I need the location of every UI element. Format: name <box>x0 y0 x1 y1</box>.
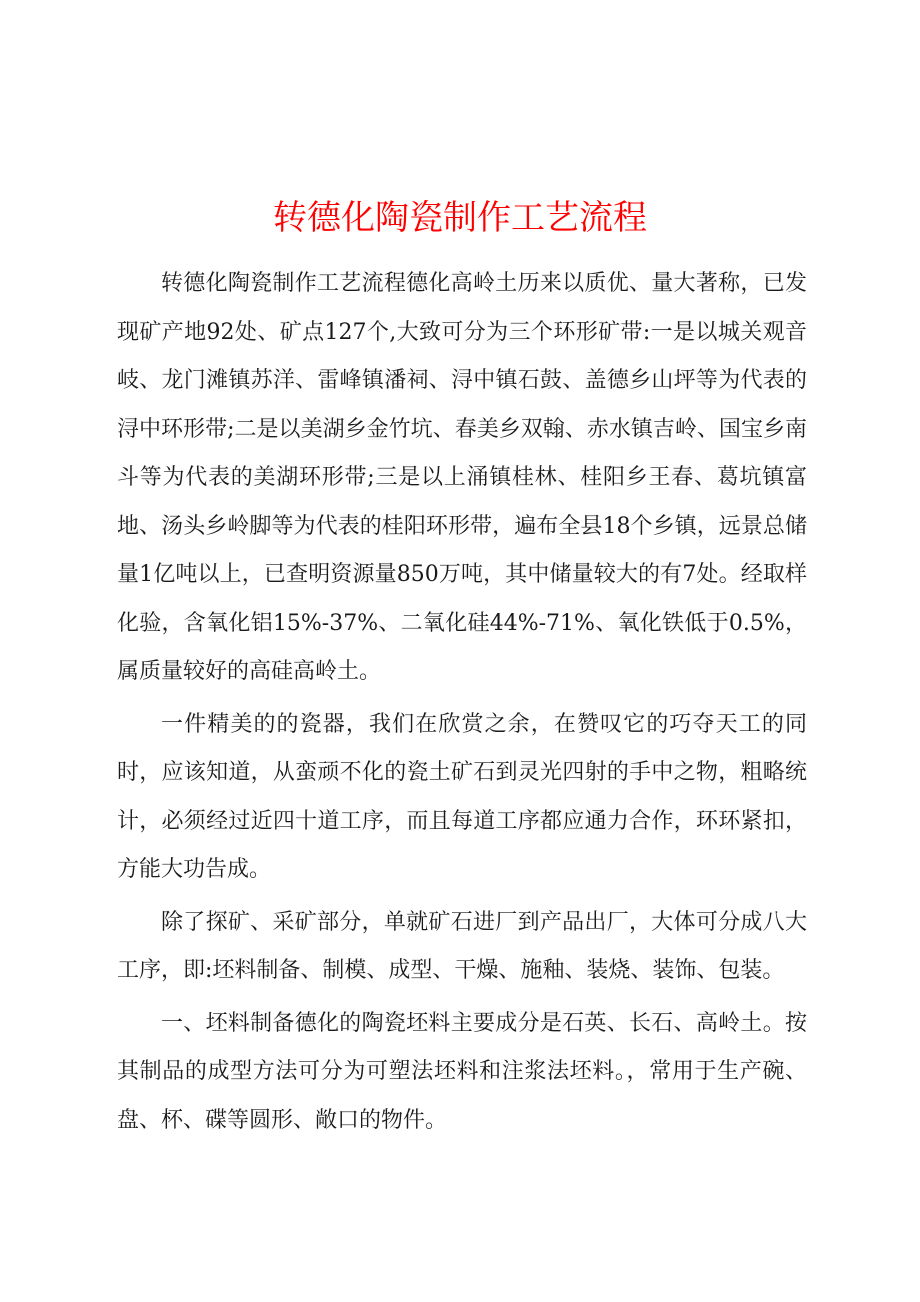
paragraph-body-preparation: 一、坯料制备德化的陶瓷坯料主要成分是石英、长石、高岭土。按其制品的成型方法可分为可塑法坯料和注浆法坯料。，常用于生产碗、盘、杯、碟等圆形、敞口的物件。 <box>117 1010 807 1133</box>
document-title: 转德化陶瓷制作工艺流程 <box>273 198 647 238</box>
paragraph-eight-processes: 除了探矿、采矿部分，单就矿石进厂到产品出厂，大体可分成八大工序，即:坯料制备、制模、成型、干燥、施釉、装烧、装饰、包装。 <box>117 909 807 983</box>
paragraph-porcelain-appreciation: 一件精美的的瓷器，我们在欣赏之余，在赞叹它的巧夺天工的同时，应该知道，从蛮顽不化的瓷土矿石到灵光四射的手中之物，粗略统计，必须经过近四十道工序，而且每道工序都应通力合作，环环紧扣，方能大功告成。 <box>117 711 807 882</box>
document-body <box>117 260 807 1149</box>
paragraph-kaolin-deposits: 转德化陶瓷制作工艺流程德化高岭土历来以质优、量大著称，已发现矿产地92处、矿点127个,大致可分为三个环形矿带:一是以城关观音岐、龙门滩镇苏洋、雷峰镇潘祠、浔中镇石鼓、盖德乡山坪等为代表的浔中环形带;二是以美湖乡金竹坑、春美乡双翰、赤水镇吉岭、国宝乡南斗等为代表的美湖环形带;三是以上涌镇桂林、桂阳乡王春、葛坑镇富地、汤头乡岭脚等为代表的桂阳环形带，遍布全县18个乡镇，远景总储量1亿吨以上，已查明资源量850万吨，其中储量较大的有7处。经取样化验，含氧化铝15%-37%、二氧化硅44%-71%、氧化铁低于0.5%，属质量较好的高硅高岭土。 <box>117 271 807 684</box>
